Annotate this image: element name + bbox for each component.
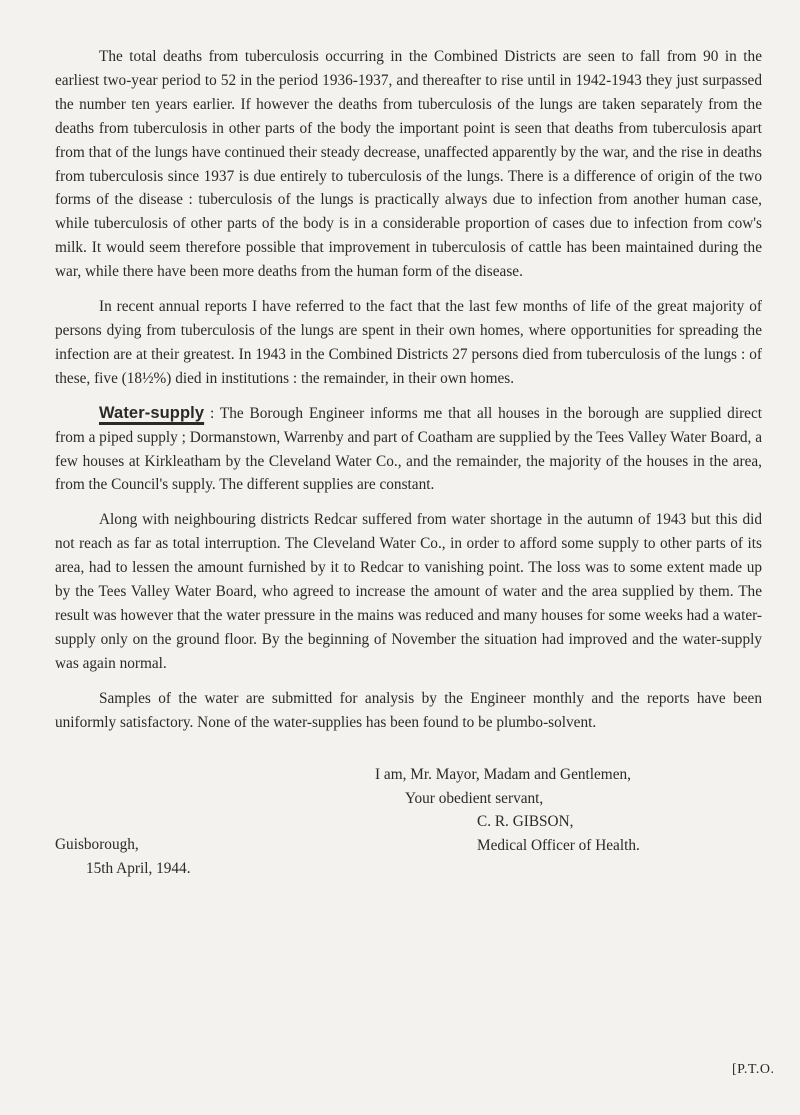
water-shortage-paragraph: Along with neighbouring districts Redcar suffered from water shortage in the autumn of 1943 but this did not reach as far as total interruption. The Cleveland Water Co., in order to afford some supply to other parts of its area, had to lessen the amount furnished by it to Redcar to vanishing point. The loss was to some extent made up by the Tees Valley Water Board, who agreed to increase the amount of water and the area supplied by them. The result was however that the water pressure in the mains was reduced and many houses for some weeks had a water-supply only on the ground floor. By the beginning of November the situation had improved and the water-supply was again normal. (55, 511, 762, 672)
place-name: Guisborough, (55, 836, 139, 853)
servant-line: Your obedient servant, (405, 789, 544, 807)
home-deaths-paragraph: In recent annual reports I have referred to the fact that the last few months of life of the great majority of persons dying from tuberculosis of the lungs are spent in their own homes, where opportunities for spreading the infection are at their greatest. In 1943 in the Combined Districts 27 persons died from tuberculosis of the lungs : of these, five (18½%) died in institutions : the remainder, in their own homes. (55, 298, 762, 387)
tuberculosis-deaths-paragraph: The total deaths from tuberculosis occurring in the Combined Districts are seen to fall from 90 in the earliest two-year period to 52 in the period 1936-1937, and thereafter to rise until in 1942-1943 they just surpassed the number ten years earlier. If however the deaths from tuberculosis of the lungs are taken separately from the deaths from tuberculosis in other parts of the body the important point is seen that deaths from tuberculosis apart from that of the lungs have continued their steady decrease, unaffected apparently by the war, and the rise in deaths from tuberculosis since 1937 is due entirely to tuberculosis of the lungs. There is a difference of origin of the two forms of the disease : tuberculosis of the lungs is practically always due to infection from another human case, while tuberculosis of other parts of the body is in a considerable proportion of cases due to infection from cow's milk. It would seem therefore possible that improvement in tuberculosis of cattle has been maintained during the war, while there have been more deaths from the human form of the disease. (55, 48, 762, 281)
letter-page (55, 45, 775, 1077)
water-supply-paragraph (55, 402, 762, 498)
letter-date: 15th April, 1944. (86, 859, 191, 877)
water-supply-intro: : The Borough Engineer informs me that all houses in the borough are supplied direct from a piped supply ; Dormanstown, Warrenby and part of Coatham are supplied by the Tees Valley Water Board, a few houses at Kirkleatham by the Cleveland Water Co., and the remainder, the majority of the houses in the area, from the Council's supply. The different supplies are constant. (55, 404, 762, 494)
place-and-date (55, 833, 191, 880)
closing-line: I am, Mr. Mayor, Madam and Gentlemen, (375, 766, 631, 783)
water-samples-paragraph: Samples of the water are submitted for analysis by the Engineer monthly and the reports have been uniformly satisfactory. None of the water-supplies has been found to be plumbo-solvent. (55, 689, 762, 731)
signatory-title: Medical Officer of Health. (477, 836, 640, 854)
signatory-name: C. R. GIBSON, (477, 813, 574, 830)
please-turn-over-note: [P.T.O. (732, 1062, 775, 1077)
signature-block (375, 763, 775, 857)
water-supply-heading: Water-supply (99, 403, 205, 422)
